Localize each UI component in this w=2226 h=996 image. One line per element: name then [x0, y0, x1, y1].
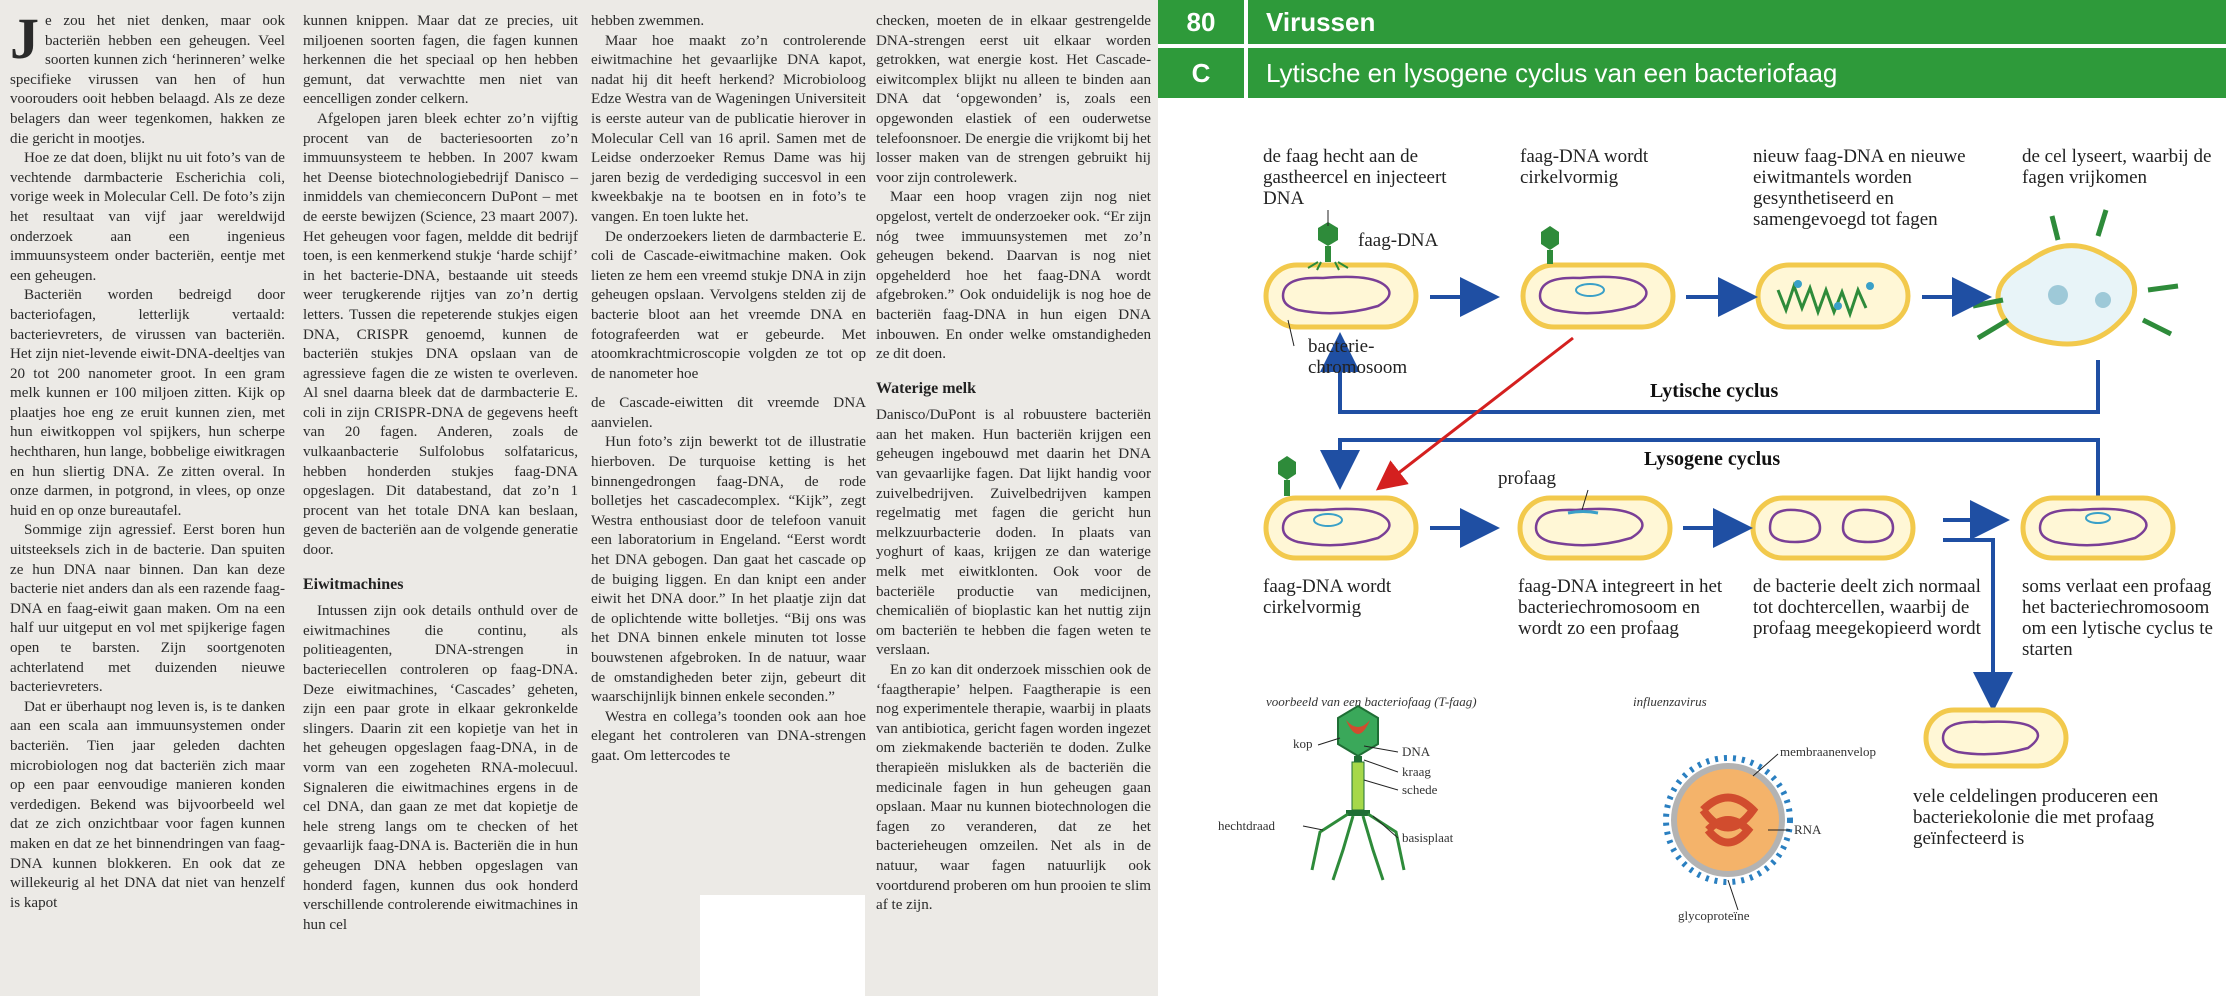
paragraph: Bacteriën worden bedreigd door bacteriofagen, letterlijk vertaald: bacterievreters, de virussen van bacteriën. Het zijn niet-levende eiwit-DNA-deeltjes van 20 tot 200 nanometer groot. In een gram melk kunnen er 100 miljoen zitten. Kijk op plaatjes hoe eng ze eruit kunnen zien, met hun eiwitkoppen vol spijkers, hun scherpe hechtharen, hun lange, bobbelige eiwitkragen en hun sliertig DNA. Ze zitten overal. In onze darmen, in potgrond, in vlees, op onze huid en op onze bureautafel.: [10, 287, 285, 519]
lytic-cycle-label: Lytische cyclus: [1650, 380, 1779, 402]
paragraph: hebben zwemmen.: [591, 13, 705, 29]
label-schede: schede: [1402, 782, 1438, 797]
page-number: 80: [1186, 7, 1216, 37]
lysogenic-step-1-label: faag-DNA wordt cirkelvormig: [1263, 576, 1392, 618]
paragraph: Intussen zijn ook details onthuld over de eiwitmachines die continu, als politieagenten, DNA-strengen in bacteriecellen controleren op faag-DNA. Deze eiwitmachines, ‘Cascades’ geheten, zijn een paar grote in elkaar gekronkelde slingers. Daarin zit een kopietje van het in het geheugen opgeslagen faag-DNA, in de vorm van een zogeheten RNA-molecuul. Signaleren die eiwitmachines ergens in de cel DNA, dan gaan ze met dat kopietje de hele streng langs om te checken of het gevaarlijk faag-DNA is. Bacteriën die in hun geheugen DNA hebben opgeslagen van honderd fagen, kunnen dus ook honderd verschillende controlerende eiwitmachines in hun cel: [303, 603, 578, 933]
lysed-cell: [1973, 210, 2178, 344]
paragraph: Maar een hoop vragen zijn nog niet opgelost, vertelt de onderzoeker ook. “Er zijn nóg twee immuunsystemen met zo’n geheugen bekend. Daarvan is nog niet opgehelderd hoe het faag-DNA wordt afgebroken.” Ook onduidelijk is nog hoe de bacteriën faag-DNA in hun eigen DNA inbouwen. En onder welke omstandigheden ze dit doen.: [876, 189, 1151, 363]
article-column-2: [303, 12, 578, 935]
bacterium-cell-2: [1523, 226, 1673, 327]
section-heading: Waterige melk: [876, 379, 976, 397]
label-glycoproteine: glycoproteïne: [1678, 908, 1750, 923]
colony-label: vele celdelingen produceren een bacteriekolonie die met profaag geïnfecteerd is: [1913, 786, 2159, 849]
t-phage-caption: voorbeeld van een bacteriofaag (T-faag): [1266, 694, 1477, 709]
influenza-illustration: [1666, 754, 1790, 910]
paragraph: De onderzoekers lieten de darmbacterie E. coli de Cascade-eiwitmachine maken. Ook lieten ze hem een vreemd stukje DNA in zijn geheugen opslaan. Vervolgens stelden zij de bacterie bloot aan het vreemde DNA en fotografeerden wat er gebeurde. Met atoomkrachtmicroscopie volgden ze tot op de nanometer hoe: [591, 228, 866, 382]
bacterium-cell-8: [1926, 710, 2066, 766]
t-phage-illustration: [1303, 706, 1404, 880]
paragraph: kunnen knippen. Maar dat ze precies, uit miljoenen soorten fagen, die fagen kunnen herkennen die het speciaal op hen hebben gemunt, dat verwachtte men niet van eencelligen zonder celkern.: [303, 13, 578, 108]
bacterium-cell-6: [1753, 498, 1913, 558]
paragraph: Maar hoe maakt zo’n controlerende eiwitmachine het gevaarlijke DNA kapot, nadat hij dit heeft herkend? Microbioloog Edze Westra van de Wageningen Universiteit is eerste auteur van de publicatie hierover in Molecular Cell van 16 april. Samen met de Leidse onderzoeker Remus Dame was hij jaren bezig de verdediging succesvol in een kweekbakje na te bootsen en in foto’s te vangen. En toen lukte het.: [591, 32, 866, 225]
paragraph: Afgelopen jaren bleek echter zo’n vijftig procent van de bacteriesoorten zo’n immuunsysteem te hebben. In 2007 kwam het Deense biotechnologiebedrijf Danisco – inmiddels van chemieconcern DuPont – met de eerste bewijzen (Science, 23 maart 2007). Het geheugen voor fagen, meldde dit bedrijf toen, is een kenmerkend stukje ‘harde schijf’ in het bacterie-DNA, bestaande uit steeds weer terugkerende rijtjes van zo’n dertig letters. Tussen die repeterende stukjes eigen DNA, CRISPR genoemd, kunnen de bacteriën stukjes DNA opslaan van de agressieve fagen die ze wisten te overleven. Al snel daarna bleek dat de darmbacterie E. coli in zijn CRISPR-DNA de gegevens heeft van 20 fagen. Anderen, zoals de vulkaanbacterie Sulfolobus solfataricus, hebben honderden stukjes faag-DNA opgeslagen. Dit databestand, dat zo’n 1 procent van het totale DNA kan beslaan, geven de bacteriën aan de volgende generatie door.: [303, 110, 578, 559]
lysogenic-cycle-label: Lysogene cyclus: [1644, 448, 1781, 470]
label-hechtdraad: hechtdraad: [1218, 818, 1276, 833]
influenza-caption: influenzavirus: [1633, 694, 1707, 709]
section-heading: Eiwitmachines: [303, 575, 404, 593]
article-column-4: [876, 12, 1151, 916]
paragraph: Hoe ze dat doen, blijkt nu uit foto’s van de vechtende darmbacterie Escherichia coli, vorige week in Molecular Cell. De foto’s zijn het resultaat van vijf jaar wereldwijd onderzoek aan een ingenieus immuunsysteem onder bacteriën, eentje met een geheugen.: [10, 150, 285, 284]
label-basisplaat: basisplaat: [1402, 830, 1454, 845]
label-kop: kop: [1293, 736, 1313, 751]
paragraph: Danisco/DuPont is al robuustere bacteriën aan het maken. Hun bacteriën krijgen een geheugen ingebouwd met daarin het DNA van gevaarlijke fagen. Dat lijkt handig voor zuivelbedrijven. Zuivelbedrijven kampen regelmatig met fagen die gericht hun melkzuurbacterie doden. In plaats van yoghurt of kaas, krijgen ze dan waterige melk met eiwitklonten. Ook voor de bacteriële productie van medicijnen, chemicaliën of bioplastic kan het nuttig zijn om bacteriën te hebben die fagen weten te verslaan.: [876, 407, 1151, 659]
drop-cap: J: [10, 6, 39, 71]
paragraph: Westra en collega’s toonden ook aan hoe elegant het controleren van DNA-strengen gaat. Om lettercodes te: [591, 708, 866, 764]
article-column-3: [591, 12, 866, 767]
article-column-1: [10, 6, 285, 913]
bacterium-cell-5: [1520, 498, 1670, 558]
bacterium-cell-7: [2023, 498, 2173, 558]
paragraph: Je zou het niet denken, maar ook bacteriën hebben een geheugen. Veel soorten kunnen zich ‘herinneren’ welke specifieke virussen van hen of hun voorouders ooit hebben belaagd. Als ze deze belagers dan weer tegenkomen, hakken ze die gericht in mootjes.: [10, 6, 285, 147]
section-title: Lytische en lysogene cyclus van een bacteriofaag: [1266, 58, 1838, 88]
paragraph: checken, moeten de in elkaar gestrengelde DNA-strengen eerst uit elkaar worden getrokken, wat energie kost. Het Cascade-eiwitcomplex blijkt nu alleen te binden aan DNA dat ‘opgewonden’ is, zoals een opgewonden elastiek of een ouderwetse telefoonsnoer. De energie die vrijkomt bij het losser maken van de strengen gebruikt hij voor zijn controlewerk.: [876, 13, 1151, 186]
faag-dna-label: faag-DNA: [1358, 230, 1439, 251]
blank-area: [700, 895, 865, 996]
label-dna: DNA: [1402, 744, 1431, 759]
paragraph: Dat er überhaupt nog leven is, is te danken aan een scala aan immuunsystemen onder bacteriën. Tien jaar geleden dachten microbiologen nog dat bacteriën zich maar op een paar eenvoudige manieren konden verdedigen. Bekend was bijvoorbeeld wel dat ze zich onzichtbaar voor fagen kunnen maken en dat ze het binnendringen van faag-DNA kunnen blokkeren. En ook dat ze willekeurig al het DNA dat niet van henzelf is kapot: [10, 698, 285, 911]
label-membraanenvelop: membraanenvelop: [1780, 744, 1877, 759]
lysogenic-step-2-label: faag-DNA integreert in het bacteriechromosoom en wordt zo een profaag: [1518, 576, 1723, 639]
label-kraag: kraag: [1402, 764, 1431, 779]
lysogenic-step-4-label: soms verlaat een profaag het bacteriechromosoom om een lytische cyclus te starten: [2022, 576, 2213, 660]
paragraph: de Cascade-eiwitten dit vreemde DNA aanvielen.: [591, 395, 866, 431]
paragraph: Sommige zijn agressief. Eerst boren hun uitsteeksels zich in de bacterie. Dan spuiten ze hun DNA naar binnen. Dan kan deze bacterie niet anders dan als een razende faag-DNA en faag-eiwit gaan maken. Om na een half uur uitgeput en vol met spijkerige fagen open te barsten. Zijn soortgenoten achterlatend met duizenden nieuwe bacterievreters.: [10, 522, 285, 696]
bacterium-cell-3: [1758, 265, 1908, 327]
chapter-title: Virussen: [1266, 7, 1376, 37]
bacteriechromosoom-label: bacterie-chromosoom: [1308, 336, 1408, 378]
lysogenic-step-3-label: de bacterie deelt zich normaal tot dochtercellen, waarbij de profaag meegekopieerd wordt: [1753, 576, 1981, 639]
step-3-label: nieuw faag-DNA en nieuwe eiwitmantels worden gesynthetiseerd en samengevoegd tot fagen: [1753, 146, 1966, 230]
paragraph: En zo kan dit onderzoek misschien ook de ‘faagtherapie’ helpen. Faagtherapie is een nog experimentele therapie, waarbij in plaats van antibiotica, gericht fagen worden ingezet om ziekmakende bacteriën te doden. Zulke therapieën mislukken als de bacteriën die medicinale fagen in hun geheugen gaan opslaan. Maar nu kunnen biotechnologen die fagen zo veranderen, dat ze het bacterieheugen omzeilen. Net als in de natuur, waar fagen natuurlijk ook voortdurend proberen om hun prooien te slim af te zijn.: [876, 662, 1151, 914]
profaag-label: profaag: [1498, 468, 1557, 489]
label-rna: RNA: [1794, 822, 1822, 837]
bacterium-cell-1: [1266, 265, 1416, 327]
step-2-label: faag-DNA wordt cirkelvormig: [1520, 146, 1649, 188]
step-1-label: de faag hecht aan de gastheercel en injecteert DNA: [1263, 146, 1447, 209]
step-4-label: de cel lyseert, waarbij de fagen vrijkomen: [2022, 146, 2212, 188]
section-letter: C: [1191, 58, 1211, 88]
textbook-page: [1158, 0, 2226, 996]
paragraph: Hun foto’s zijn bewerkt tot de illustratie hierboven. De turquoise ketting is het binnengedrongen faag-DNA, de rode bolletjes het cascadecomplex. “Kijk”, zegt Westra enthousiast door de telefoon vanuit een laboratorium in Engeland. “Eerst wordt het DNA gebogen. Dan gaat het cascade op de buiging liggen. En dan knipt een ander eiwit het DNA door.” In het plaatje zijn dat de oplichtende witte bolletjes. “Bij ons was het DNA binnen enkele minuten tot losse bouwstenen afgebroken. In de natuur, waar de omstandigheden beter zijn, gebeurt dit waarschijnlijk binnen enkele seconden.”: [591, 434, 866, 706]
